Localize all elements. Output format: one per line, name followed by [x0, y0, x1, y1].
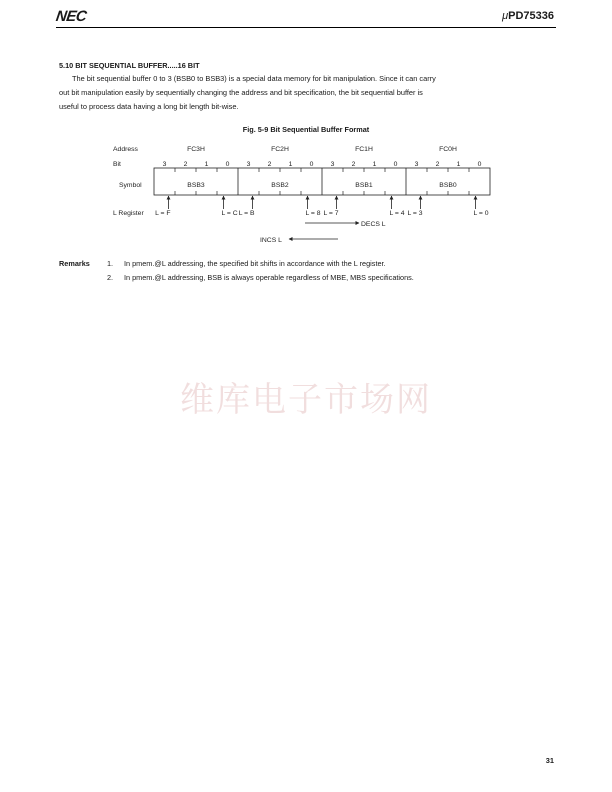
symbol-label: BSB2 [271, 182, 289, 189]
l-register-value: L = 4 [389, 210, 405, 217]
bit-label: 0 [477, 161, 482, 168]
remark-number: 1. [107, 259, 114, 268]
bit-label: 2 [267, 161, 272, 168]
address-label: FC0H [439, 146, 457, 153]
address-label: FC2H [271, 146, 289, 153]
bit-label: 3 [162, 161, 167, 168]
l-register-value: L = 7 [323, 210, 339, 217]
address-label: FC1H [355, 146, 373, 153]
paragraph-line: useful to process data having a long bit length bit-wise. [59, 102, 239, 111]
l-register-arrows [169, 196, 476, 209]
l-register-value: L = 3 [407, 210, 423, 217]
part-prefix: μ [502, 10, 509, 22]
bit-label: 3 [414, 161, 419, 168]
remark-text: In pmem.@L addressing, BSB is always operable regardless of MBE, MBS specifications. [124, 273, 414, 282]
row-label-address: Address [113, 146, 138, 153]
symbol-label: BSB3 [187, 182, 205, 189]
l-register-value: L = 8 [305, 210, 321, 217]
paragraph-line: out bit manipulation easily by sequentially changing the address and bit specification, the bit sequential buffer is [59, 88, 423, 97]
page-number: 31 [545, 756, 554, 765]
bit-label: 0 [225, 161, 230, 168]
bit-ticks [175, 168, 469, 195]
l-register-values [155, 210, 489, 217]
bit-label: 2 [351, 161, 356, 168]
bit-label: 3 [246, 161, 251, 168]
bit-label: 3 [330, 161, 335, 168]
figure-title: Fig. 5-9 Bit Sequential Buffer Format [242, 125, 370, 134]
l-register-value: L = B [238, 210, 255, 217]
bit-label: 0 [309, 161, 314, 168]
bit-label: 1 [372, 161, 377, 168]
part-number-text: PD75336 [508, 10, 554, 22]
bit-label: 2 [183, 161, 188, 168]
bit-label: 2 [435, 161, 440, 168]
remarks-label: Remarks [59, 259, 90, 268]
bit-labels [163, 161, 482, 168]
nec-logo: NEC [54, 8, 88, 25]
row-label-symbol: Symbol [119, 182, 142, 189]
symbol-label: BSB0 [439, 182, 457, 189]
symbol-label: BSB1 [355, 182, 373, 189]
remark-number: 2. [107, 273, 114, 282]
row-label-bit: Bit [113, 161, 121, 168]
decs-label: DECS L [361, 221, 386, 228]
bit-label: 0 [393, 161, 398, 168]
l-register-value: L = 0 [473, 210, 489, 217]
watermark: 维库电子市场网 [180, 380, 432, 420]
address-labels [187, 146, 457, 153]
bsb-format-diagram [0, 0, 612, 260]
remark-text: In pmem.@L addressing, the specified bit shifts in accordance with the L register. [124, 259, 386, 268]
incs-label: INCS L [260, 237, 282, 244]
bit-label: 1 [456, 161, 461, 168]
l-register-value: L = C [221, 210, 238, 217]
address-label: FC3H [187, 146, 205, 153]
bit-label: 1 [204, 161, 209, 168]
paragraph-line: The bit sequential buffer 0 to 3 (BSB0 to BSB3) is a special data memory for bit manipulation. Since it can carry [72, 74, 436, 83]
bit-label: 1 [288, 161, 293, 168]
l-register-value: L = F [155, 210, 171, 217]
row-label-lreg: L Register [113, 210, 144, 217]
section-title: 5.10 BIT SEQUENTIAL BUFFER.....16 BIT [59, 61, 200, 70]
